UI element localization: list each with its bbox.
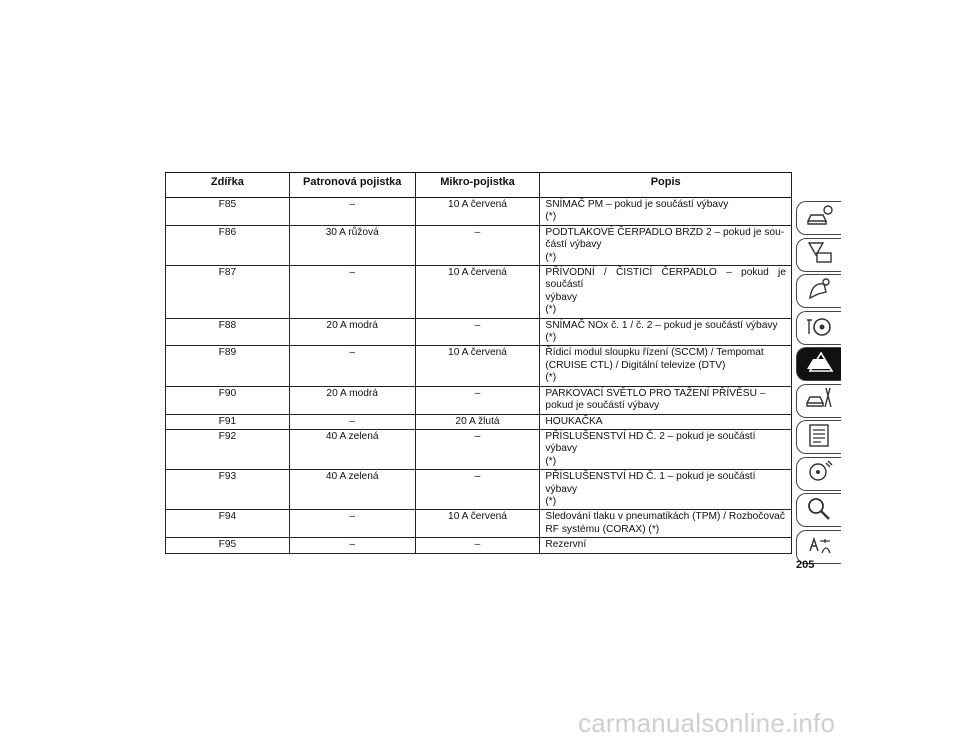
chapter-tab-8[interactable] xyxy=(796,457,841,491)
cell-description xyxy=(540,510,792,538)
car-info-icon xyxy=(804,203,834,234)
cell-cartridge-fuse: – xyxy=(289,414,415,429)
cell-description xyxy=(540,318,792,346)
chapter-tabs xyxy=(796,201,842,566)
cell-description xyxy=(540,386,792,414)
header-description: Popis xyxy=(540,173,792,198)
description-line: (CRUISE CTL) / Digitální televize (DTV) xyxy=(545,359,726,371)
steering-wheel-icon xyxy=(804,312,834,343)
description-line: PARKOVACÍ SVĚTLO PRO TAŽENÍ PŘÍVĚSU – xyxy=(545,387,766,399)
cell-cartridge-fuse: – xyxy=(289,346,415,386)
specifications-list-icon xyxy=(804,422,834,453)
description-line: SNÍMAČ PM – pokud je součástí výbavy xyxy=(545,199,729,210)
table-header-row xyxy=(166,173,792,198)
cell-cartridge-fuse: – xyxy=(289,538,415,553)
cell-description xyxy=(540,470,792,510)
cell-micro-fuse: – xyxy=(415,386,540,414)
table-row xyxy=(166,266,792,319)
description-line: Rezervní xyxy=(545,539,587,551)
cell-slot: F86 xyxy=(166,225,290,265)
table-row xyxy=(166,414,792,429)
cell-slot: F87 xyxy=(166,266,290,319)
cell-micro-fuse: – xyxy=(415,225,540,265)
description-line: RF systému (CORAX) (*) xyxy=(545,523,660,535)
description-line: (*) xyxy=(545,495,557,507)
description-line: částí výbavy xyxy=(545,239,602,251)
cell-slot: F85 xyxy=(166,198,290,226)
cell-micro-fuse: – xyxy=(415,470,540,510)
description-line: (*) xyxy=(545,455,557,467)
cell-cartridge-fuse: – xyxy=(289,266,415,319)
table-row xyxy=(166,318,792,346)
cell-cartridge-fuse: – xyxy=(289,510,415,538)
cell-micro-fuse: 10 A červená xyxy=(415,510,540,538)
description-line: výbavy xyxy=(545,291,578,303)
cell-slot: F95 xyxy=(166,538,290,553)
description-line: (*) xyxy=(545,304,557,316)
cell-description xyxy=(540,346,792,386)
cell-cartridge-fuse: 30 A růžová xyxy=(289,225,415,265)
description-line: (*) xyxy=(545,251,557,263)
chapter-tab-2[interactable] xyxy=(796,238,841,272)
description-line: (*) xyxy=(545,372,557,384)
description-line: (*) xyxy=(545,211,557,223)
cell-micro-fuse: 10 A červená xyxy=(415,346,540,386)
chapter-tab-6[interactable] xyxy=(796,384,841,418)
page-number: 205 xyxy=(796,559,815,571)
table-row xyxy=(166,470,792,510)
cell-slot: F93 xyxy=(166,470,290,510)
cell-description xyxy=(540,225,792,265)
search-index-icon xyxy=(804,495,834,526)
chapter-tab-1[interactable] xyxy=(796,201,841,235)
watermark: carmanualsonline.info xyxy=(578,708,836,738)
cell-description xyxy=(540,198,792,226)
description-line: PODTLAKOVÉ ČERPADLO BRZD 2 – pokud je sou- xyxy=(545,226,785,238)
description-line: výbavy xyxy=(545,443,578,455)
description-line: pokud je součástí výbavy xyxy=(545,400,660,412)
cell-description xyxy=(540,414,792,429)
description-line: PŘÍSLUŠENSTVÍ HD Č. 1 – pokud je součástí xyxy=(545,471,756,483)
cell-cartridge-fuse: 20 A modrá xyxy=(289,386,415,414)
table-row xyxy=(166,538,792,553)
cell-cartridge-fuse: – xyxy=(289,198,415,226)
cell-cartridge-fuse: 40 A zelená xyxy=(289,429,415,469)
description-line: Sledování tlaku v pneumatikách (TPM) / Rozbočovač xyxy=(545,511,785,523)
cell-micro-fuse: – xyxy=(415,538,540,553)
cell-micro-fuse: 10 A červená xyxy=(415,198,540,226)
description-line: PŘÍVODNÍ / ČISTICÍ ČERPADLO – pokud je součástí xyxy=(545,267,786,291)
header-micro-fuse: Mikro-pojistka xyxy=(415,173,540,198)
header-slot: Zdířka xyxy=(166,173,290,198)
car-service-tools-icon xyxy=(804,385,834,416)
chapter-tab-4[interactable] xyxy=(796,311,841,345)
description-line: výbavy xyxy=(545,483,578,495)
table-row xyxy=(166,510,792,538)
cell-cartridge-fuse: 20 A modrá xyxy=(289,318,415,346)
cell-slot: F88 xyxy=(166,318,290,346)
description-line: SNÍMAČ NOx č. 1 / č. 2 – pokud je součástí výbavy xyxy=(545,319,778,331)
cell-slot: F92 xyxy=(166,429,290,469)
description-line: (*) xyxy=(545,332,557,344)
cell-slot: F91 xyxy=(166,414,290,429)
cell-description xyxy=(540,429,792,469)
fuse-table xyxy=(165,172,792,554)
table-row xyxy=(166,429,792,469)
header-cartridge-fuse: Patronová pojistka xyxy=(289,173,415,198)
language-icon xyxy=(804,531,834,562)
cell-slot: F90 xyxy=(166,386,290,414)
cell-micro-fuse: 20 A žlutá xyxy=(415,414,540,429)
cell-micro-fuse: – xyxy=(415,318,540,346)
cell-slot: F94 xyxy=(166,510,290,538)
cell-cartridge-fuse: 40 A zelená xyxy=(289,470,415,510)
roadside-emergency-icon xyxy=(804,349,834,380)
chapter-tab-7[interactable] xyxy=(796,420,841,454)
cell-micro-fuse: – xyxy=(415,429,540,469)
cell-slot: F89 xyxy=(166,346,290,386)
table-row xyxy=(166,225,792,265)
chapter-tab-3[interactable] xyxy=(796,274,841,308)
multimedia-icon xyxy=(804,458,834,489)
warning-mail-icon xyxy=(804,239,834,270)
table-row xyxy=(166,346,792,386)
cell-micro-fuse: 10 A červená xyxy=(415,266,540,319)
cell-description xyxy=(540,538,792,553)
table-row xyxy=(166,198,792,226)
description-line: HOUKAČKA xyxy=(545,415,603,427)
description-line: Řídicí modul sloupku řízení (SCCM) / Tempomat xyxy=(545,347,764,359)
chapter-tab-9[interactable] xyxy=(796,493,841,527)
description-line: PŘÍSLUŠENSTVÍ HD Č. 2 – pokud je součástí xyxy=(545,430,756,442)
chapter-tab-5[interactable] xyxy=(796,347,841,381)
child-seat-safety-icon xyxy=(804,276,834,307)
table-row xyxy=(166,386,792,414)
cell-description xyxy=(540,266,792,319)
